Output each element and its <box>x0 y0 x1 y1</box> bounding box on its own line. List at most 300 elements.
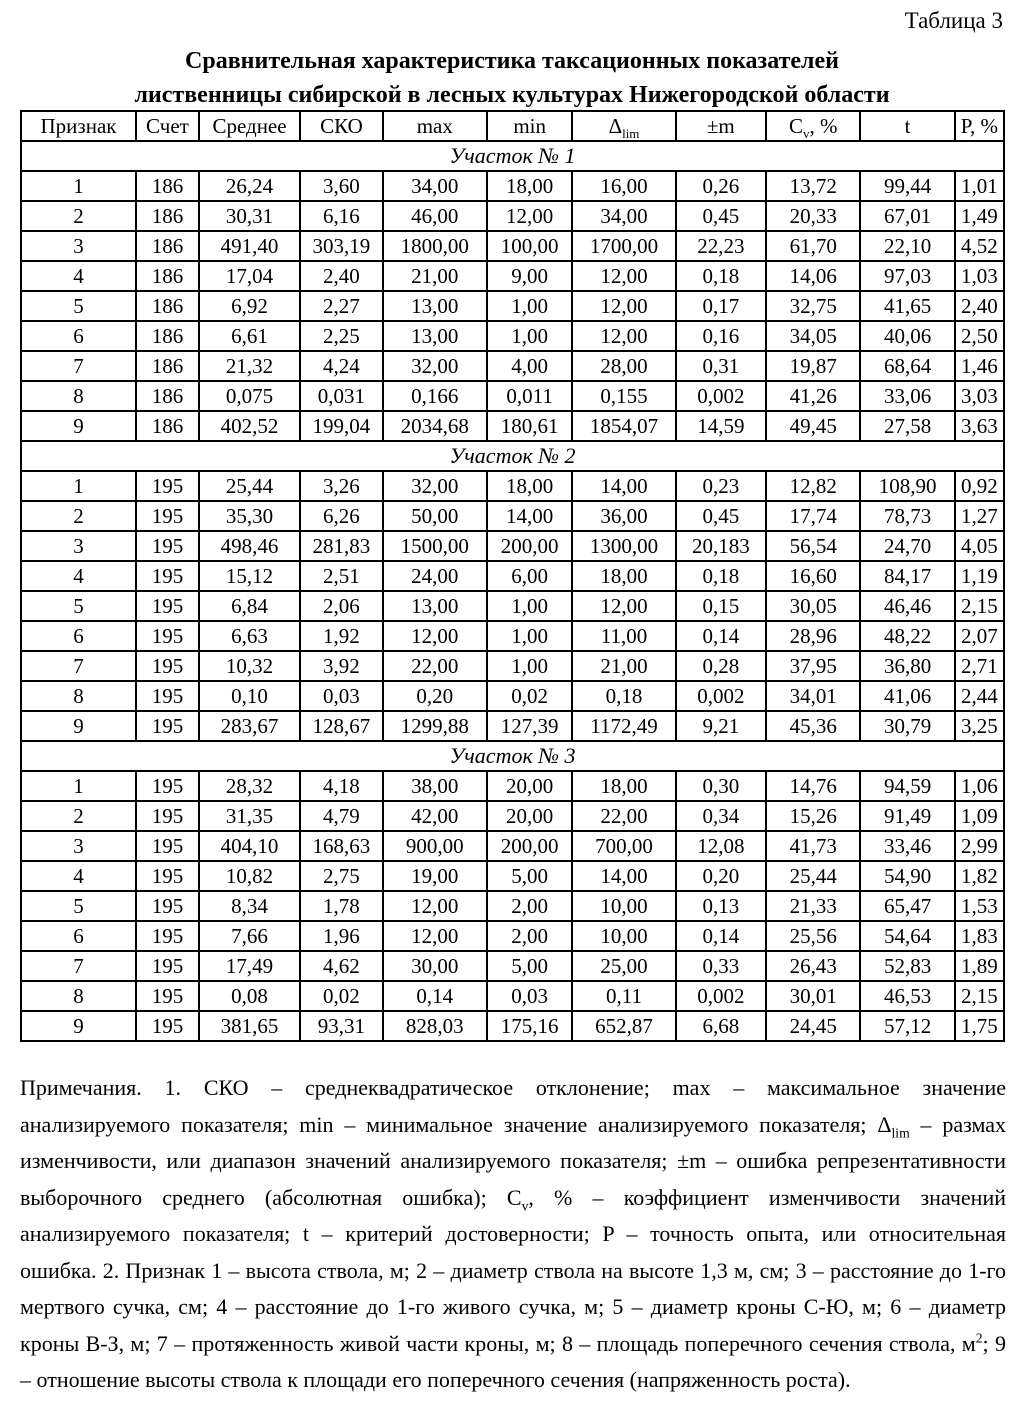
table-cell: 12,00 <box>487 201 573 231</box>
table-cell: 26,24 <box>199 171 300 201</box>
table-cell: 9 <box>21 1011 136 1041</box>
table-cell: 1854,07 <box>572 411 675 441</box>
table-cell: 303,19 <box>300 231 383 261</box>
table-cell: 900,00 <box>383 831 487 861</box>
table-cell: 12,00 <box>572 261 675 291</box>
table-cell: 6,26 <box>300 501 383 531</box>
table-cell: 0,11 <box>572 981 675 1011</box>
table-cell: 9,21 <box>676 711 766 741</box>
table-cell: 2,06 <box>300 591 383 621</box>
table-cell: 2,27 <box>300 291 383 321</box>
table-cell: 21,33 <box>766 891 860 921</box>
table-cell: 17,49 <box>199 951 300 981</box>
table-cell: 2,71 <box>955 651 1004 681</box>
table-cell: 1,00 <box>487 621 573 651</box>
table-cell: 0,002 <box>676 381 766 411</box>
table-cell: 4,00 <box>487 351 573 381</box>
table-cell: 9 <box>21 411 136 441</box>
table-row <box>21 531 1004 561</box>
table-cell: 17,04 <box>199 261 300 291</box>
table-cell: 8,34 <box>199 891 300 921</box>
table-cell: 1,00 <box>487 651 573 681</box>
table-header-row <box>21 111 1004 141</box>
table-cell: 195 <box>136 591 199 621</box>
table-cell: 20,00 <box>487 801 573 831</box>
table-cell: 1,06 <box>955 771 1004 801</box>
table-cell: 195 <box>136 651 199 681</box>
table-cell: 2,25 <box>300 321 383 351</box>
table-cell: 1 <box>21 171 136 201</box>
table-cell: 0,18 <box>572 681 675 711</box>
table-cell: 186 <box>136 351 199 381</box>
column-header-2: Счет <box>136 111 199 141</box>
table-cell: 0,23 <box>676 471 766 501</box>
table-row <box>21 351 1004 381</box>
table-cell: 0,075 <box>199 381 300 411</box>
table-cell: 6,84 <box>199 591 300 621</box>
table-cell: 34,05 <box>766 321 860 351</box>
table-cell: 0,08 <box>199 981 300 1011</box>
table-cell: 67,01 <box>860 201 954 231</box>
table-cell: 1172,49 <box>572 711 675 741</box>
table-cell: 49,45 <box>766 411 860 441</box>
table-cell: 3,92 <box>300 651 383 681</box>
table-row <box>21 711 1004 741</box>
table-cell: 12,00 <box>383 621 487 651</box>
table-cell: 3 <box>21 231 136 261</box>
table-cell: 8 <box>21 981 136 1011</box>
table-cell: 18,00 <box>487 171 573 201</box>
table-cell: 195 <box>136 561 199 591</box>
table-cell: 2,75 <box>300 861 383 891</box>
table-cell: 36,80 <box>860 651 954 681</box>
column-header-5: max <box>383 111 487 141</box>
table-cell: 195 <box>136 801 199 831</box>
table-cell: 195 <box>136 471 199 501</box>
table-cell: 16,60 <box>766 561 860 591</box>
column-header-1: Признак <box>21 111 136 141</box>
notes-text-run: Примечания. 1. СКО – среднеквадратическое отклонение; max – максимальное значение анализируемого показателя; min – минимальное значение анализируемого показателя; <box>20 1075 1006 1137</box>
notes-text-run: – размах изменчивости, или диапазон значений анализируемого показателя; ±m – ошибка репрезентативности выборочного среднего (абсолютная ошибка); C <box>20 1111 1006 1210</box>
table-cell: 402,52 <box>199 411 300 441</box>
table-cell: 1,19 <box>955 561 1004 591</box>
table-cell: 17,74 <box>766 501 860 531</box>
table-cell: 7 <box>21 951 136 981</box>
table-cell: 4 <box>21 861 136 891</box>
table-cell: 0,20 <box>676 861 766 891</box>
table-cell: 175,16 <box>487 1011 573 1041</box>
table-cell: 7,66 <box>199 921 300 951</box>
table-cell: 0,18 <box>676 261 766 291</box>
table-cell: 200,00 <box>487 531 573 561</box>
table-cell: 6,16 <box>300 201 383 231</box>
table-cell: 93,31 <box>300 1011 383 1041</box>
table-cell: 65,47 <box>860 891 954 921</box>
table-cell: 186 <box>136 261 199 291</box>
table-cell: 4,52 <box>955 231 1004 261</box>
column-header-8: ±m <box>676 111 766 141</box>
notes-text-run: Δ <box>877 1111 892 1137</box>
table-cell: 2,40 <box>300 261 383 291</box>
header-row <box>21 111 1004 141</box>
table-cell: 283,67 <box>199 711 300 741</box>
table-cell: 195 <box>136 681 199 711</box>
table-cell: 6,68 <box>676 1011 766 1041</box>
table-cell: 9 <box>21 711 136 741</box>
table-cell: 100,00 <box>487 231 573 261</box>
table-cell: 33,06 <box>860 381 954 411</box>
table-cell: 195 <box>136 951 199 981</box>
table-cell: 1300,00 <box>572 531 675 561</box>
table-cell: 1,46 <box>955 351 1004 381</box>
table-cell: 0,14 <box>676 621 766 651</box>
table-cell: 1700,00 <box>572 231 675 261</box>
table-cell: 195 <box>136 861 199 891</box>
table-row <box>21 231 1004 261</box>
table-cell: 0,02 <box>487 681 573 711</box>
table-row <box>21 411 1004 441</box>
table-cell: 22,00 <box>572 801 675 831</box>
table-cell: 41,73 <box>766 831 860 861</box>
table-cell: 34,01 <box>766 681 860 711</box>
table-row <box>21 381 1004 411</box>
table-row <box>21 681 1004 711</box>
table-cell: 7 <box>21 351 136 381</box>
column-header-7: $\Delta_{lim}$ <box>572 111 675 141</box>
table-cell: 1,75 <box>955 1011 1004 1041</box>
table-cell: 2 <box>21 801 136 831</box>
table-cell: 5,00 <box>487 861 573 891</box>
column-header-3: Среднее <box>199 111 300 141</box>
table-cell: 10,32 <box>199 651 300 681</box>
table-cell: 5 <box>21 891 136 921</box>
table-cell: 0,20 <box>383 681 487 711</box>
table-cell: 6 <box>21 321 136 351</box>
table-cell: 41,65 <box>860 291 954 321</box>
table-cell: 0,31 <box>676 351 766 381</box>
table-cell: 12,00 <box>572 321 675 351</box>
table-cell: 22,10 <box>860 231 954 261</box>
table-cell: 6 <box>21 621 136 651</box>
table-cell: 6,00 <box>487 561 573 591</box>
table-row <box>21 831 1004 861</box>
table-row <box>21 261 1004 291</box>
table-cell: 1,01 <box>955 171 1004 201</box>
table-cell: 20,33 <box>766 201 860 231</box>
table-cell: 0,45 <box>676 501 766 531</box>
table-cell: 281,83 <box>300 531 383 561</box>
column-header-11: P, % <box>955 111 1004 141</box>
table-cell: 61,70 <box>766 231 860 261</box>
notes-paragraph <box>20 1070 1006 1399</box>
table-cell: 186 <box>136 171 199 201</box>
table-cell: 186 <box>136 411 199 441</box>
table-cell: 30,05 <box>766 591 860 621</box>
table-cell: 46,00 <box>383 201 487 231</box>
table-cell: 0,92 <box>955 471 1004 501</box>
table-cell: 97,03 <box>860 261 954 291</box>
table-cell: 41,06 <box>860 681 954 711</box>
table-cell: 381,65 <box>199 1011 300 1041</box>
table-cell: 1,03 <box>955 261 1004 291</box>
table-cell: 3,26 <box>300 471 383 501</box>
table-cell: 1800,00 <box>383 231 487 261</box>
table-cell: 14,76 <box>766 771 860 801</box>
table-cell: 3,60 <box>300 171 383 201</box>
table-cell: 0,15 <box>676 591 766 621</box>
table-cell: 199,04 <box>300 411 383 441</box>
table-row <box>21 981 1004 1011</box>
table-cell: 20,183 <box>676 531 766 561</box>
table-cell: 24,70 <box>860 531 954 561</box>
table-row <box>21 801 1004 831</box>
table-cell: 186 <box>136 321 199 351</box>
table-cell: 15,12 <box>199 561 300 591</box>
table-cell: 195 <box>136 621 199 651</box>
table-cell: 2034,68 <box>383 411 487 441</box>
table-row <box>21 501 1004 531</box>
table-cell: 0,16 <box>676 321 766 351</box>
table-cell: 1,53 <box>955 891 1004 921</box>
table-row <box>21 171 1004 201</box>
table-cell: 21,00 <box>383 261 487 291</box>
table-cell: 4,62 <box>300 951 383 981</box>
table-cell: 12,00 <box>572 291 675 321</box>
table-cell: 200,00 <box>487 831 573 861</box>
table-cell: 54,90 <box>860 861 954 891</box>
table-row <box>21 1011 1004 1041</box>
table-cell: 31,35 <box>199 801 300 831</box>
table-cell: 13,00 <box>383 591 487 621</box>
table-cell: 404,10 <box>199 831 300 861</box>
table-cell: 700,00 <box>572 831 675 861</box>
notes-text-run: lim <box>891 1124 910 1140</box>
table-cell: 186 <box>136 381 199 411</box>
table-cell: 4 <box>21 561 136 591</box>
document-title <box>0 44 1024 112</box>
table-cell: 195 <box>136 831 199 861</box>
table-cell: 1,00 <box>487 321 573 351</box>
table-cell: 7 <box>21 651 136 681</box>
table-cell: 14,00 <box>487 501 573 531</box>
table-cell: 12,08 <box>676 831 766 861</box>
table-cell: 0,03 <box>300 681 383 711</box>
table-row <box>21 471 1004 501</box>
table-row <box>21 321 1004 351</box>
table-cell: 24,45 <box>766 1011 860 1041</box>
table-cell: 1500,00 <box>383 531 487 561</box>
table-cell: 180,61 <box>487 411 573 441</box>
table-cell: 0,26 <box>676 171 766 201</box>
table-row <box>21 291 1004 321</box>
table-row <box>21 771 1004 801</box>
table-cell: 28,96 <box>766 621 860 651</box>
table-cell: 16,00 <box>572 171 675 201</box>
table-cell: 46,46 <box>860 591 954 621</box>
table-cell: 2 <box>21 501 136 531</box>
table-cell: 3,03 <box>955 381 1004 411</box>
table-cell: 12,00 <box>383 891 487 921</box>
table-row <box>21 951 1004 981</box>
table-cell: 68,64 <box>860 351 954 381</box>
table-cell: 32,00 <box>383 351 487 381</box>
table-cell: 128,67 <box>300 711 383 741</box>
table-cell: 168,63 <box>300 831 383 861</box>
table-cell: 3,25 <box>955 711 1004 741</box>
table-cell: 11,00 <box>572 621 675 651</box>
table-cell: 4 <box>21 261 136 291</box>
table-cell: 50,00 <box>383 501 487 531</box>
table-cell: 0,30 <box>676 771 766 801</box>
table-cell: 195 <box>136 921 199 951</box>
table-cell: 25,56 <box>766 921 860 951</box>
table-cell: 25,00 <box>572 951 675 981</box>
table-cell: 652,87 <box>572 1011 675 1041</box>
table-cell: 2,00 <box>487 891 573 921</box>
table-cell: 14,06 <box>766 261 860 291</box>
table-cell: 94,59 <box>860 771 954 801</box>
table-cell: 0,45 <box>676 201 766 231</box>
table-cell: 1,49 <box>955 201 1004 231</box>
table-cell: 1,89 <box>955 951 1004 981</box>
table-row <box>21 921 1004 951</box>
table-cell: 2,50 <box>955 321 1004 351</box>
table-cell: 0,02 <box>300 981 383 1011</box>
table-cell: 32,00 <box>383 471 487 501</box>
section-header-row-1 <box>21 141 1004 171</box>
table-cell: 2,44 <box>955 681 1004 711</box>
notes-text-run: , % – коэффициент изменчивости значений анализируемого показателя; t – критерий достоверности; P – точность опыта, или относительная ошибка. 2. Признак 1 – высота ствола, м; 2 – диаметр ствола на высоте 1,3 м, см; 3 – расстояние до 1-го мертвого сучка, см; 4 – расстояние до 1-го живого сучка, м; 5 – диаметр кроны С-Ю, м; 6 – диаметр кроны В-З, м; 7 – протяженность живой части кроны, м; 8 – площадь поперечного сечения ствола, м <box>20 1184 1006 1356</box>
notes-text-run: 2 <box>975 1330 983 1346</box>
table-cell: 1299,88 <box>383 711 487 741</box>
table-cell: 33,46 <box>860 831 954 861</box>
table-cell: 2,40 <box>955 291 1004 321</box>
table-cell: 5 <box>21 291 136 321</box>
table-cell: 18,00 <box>572 771 675 801</box>
title-line-1: Сравнительная характеристика таксационных показателей <box>185 48 839 74</box>
table-cell: 1,00 <box>487 591 573 621</box>
section-title: Участок № 1 <box>21 141 1004 171</box>
table-cell: 0,031 <box>300 381 383 411</box>
table-row <box>21 891 1004 921</box>
column-header-9: $C_v$, % <box>766 111 860 141</box>
table-cell: 1,00 <box>487 291 573 321</box>
table-cell: 13,72 <box>766 171 860 201</box>
table-cell: 195 <box>136 891 199 921</box>
table-cell: 8 <box>21 681 136 711</box>
table-cell: 9,00 <box>487 261 573 291</box>
table-cell: 6,63 <box>199 621 300 651</box>
table-cell: 41,26 <box>766 381 860 411</box>
table-cell: 42,00 <box>383 801 487 831</box>
table-cell: 6,61 <box>199 321 300 351</box>
table-row <box>21 861 1004 891</box>
table-cell: 27,58 <box>860 411 954 441</box>
table-cell: 195 <box>136 711 199 741</box>
table-cell: 1,82 <box>955 861 1004 891</box>
table-cell: 30,31 <box>199 201 300 231</box>
table-cell: 40,06 <box>860 321 954 351</box>
table-cell: 1 <box>21 471 136 501</box>
column-header-10: t <box>860 111 954 141</box>
table-cell: 0,34 <box>676 801 766 831</box>
table-cell: 10,00 <box>572 921 675 951</box>
taxation-indicators-table <box>20 110 1005 1042</box>
table-cell: 2,07 <box>955 621 1004 651</box>
table-body <box>21 141 1004 1041</box>
table-cell: 56,54 <box>766 531 860 561</box>
table-cell: 54,64 <box>860 921 954 951</box>
table-cell: 186 <box>136 201 199 231</box>
table-cell: 34,00 <box>572 201 675 231</box>
table-cell: 2,15 <box>955 591 1004 621</box>
table-cell: 18,00 <box>487 471 573 501</box>
table-row <box>21 651 1004 681</box>
table-cell: 1,78 <box>300 891 383 921</box>
table-cell: 24,00 <box>383 561 487 591</box>
table-cell: 12,82 <box>766 471 860 501</box>
table-cell: 0,28 <box>676 651 766 681</box>
table-cell: 45,36 <box>766 711 860 741</box>
table-cell: 32,75 <box>766 291 860 321</box>
table-cell: 4,79 <box>300 801 383 831</box>
table-cell: 13,00 <box>383 291 487 321</box>
table-cell: 0,155 <box>572 381 675 411</box>
table-cell: 52,83 <box>860 951 954 981</box>
table-cell: 91,49 <box>860 801 954 831</box>
table-cell: 1 <box>21 771 136 801</box>
table-cell: 0,33 <box>676 951 766 981</box>
table-cell: 195 <box>136 1011 199 1041</box>
notes-text-run: ; 9 – отношение высоты ствола к площади его поперечного сечения (напряженность роста). <box>20 1330 1006 1392</box>
table-cell: 38,00 <box>383 771 487 801</box>
table-cell: 28,32 <box>199 771 300 801</box>
table-cell: 0,03 <box>487 981 573 1011</box>
table-cell: 30,79 <box>860 711 954 741</box>
table-cell: 78,73 <box>860 501 954 531</box>
table-cell: 0,18 <box>676 561 766 591</box>
table-cell: 12,00 <box>383 921 487 951</box>
table-cell: 10,00 <box>572 891 675 921</box>
table-cell: 22,23 <box>676 231 766 261</box>
table-cell: 498,46 <box>199 531 300 561</box>
table-cell: 57,12 <box>860 1011 954 1041</box>
table-cell: 2,00 <box>487 921 573 951</box>
table-cell: 10,82 <box>199 861 300 891</box>
table-cell: 84,17 <box>860 561 954 591</box>
table-cell: 28,00 <box>572 351 675 381</box>
section-title: Участок № 2 <box>21 441 1004 471</box>
table-cell: 35,30 <box>199 501 300 531</box>
column-header-4: СКО <box>300 111 383 141</box>
table-cell: 0,10 <box>199 681 300 711</box>
table-row <box>21 201 1004 231</box>
table-cell: 1,09 <box>955 801 1004 831</box>
table-cell: 15,26 <box>766 801 860 831</box>
table-cell: 8 <box>21 381 136 411</box>
table-cell: 21,32 <box>199 351 300 381</box>
table-cell: 20,00 <box>487 771 573 801</box>
table-cell: 0,13 <box>676 891 766 921</box>
table-cell: 2,15 <box>955 981 1004 1011</box>
table-cell: 46,53 <box>860 981 954 1011</box>
table-cell: 6 <box>21 921 136 951</box>
table-cell: 186 <box>136 291 199 321</box>
table-cell: 0,14 <box>676 921 766 951</box>
table-cell: 1,83 <box>955 921 1004 951</box>
table-cell: 4,18 <box>300 771 383 801</box>
table-cell: 195 <box>136 771 199 801</box>
